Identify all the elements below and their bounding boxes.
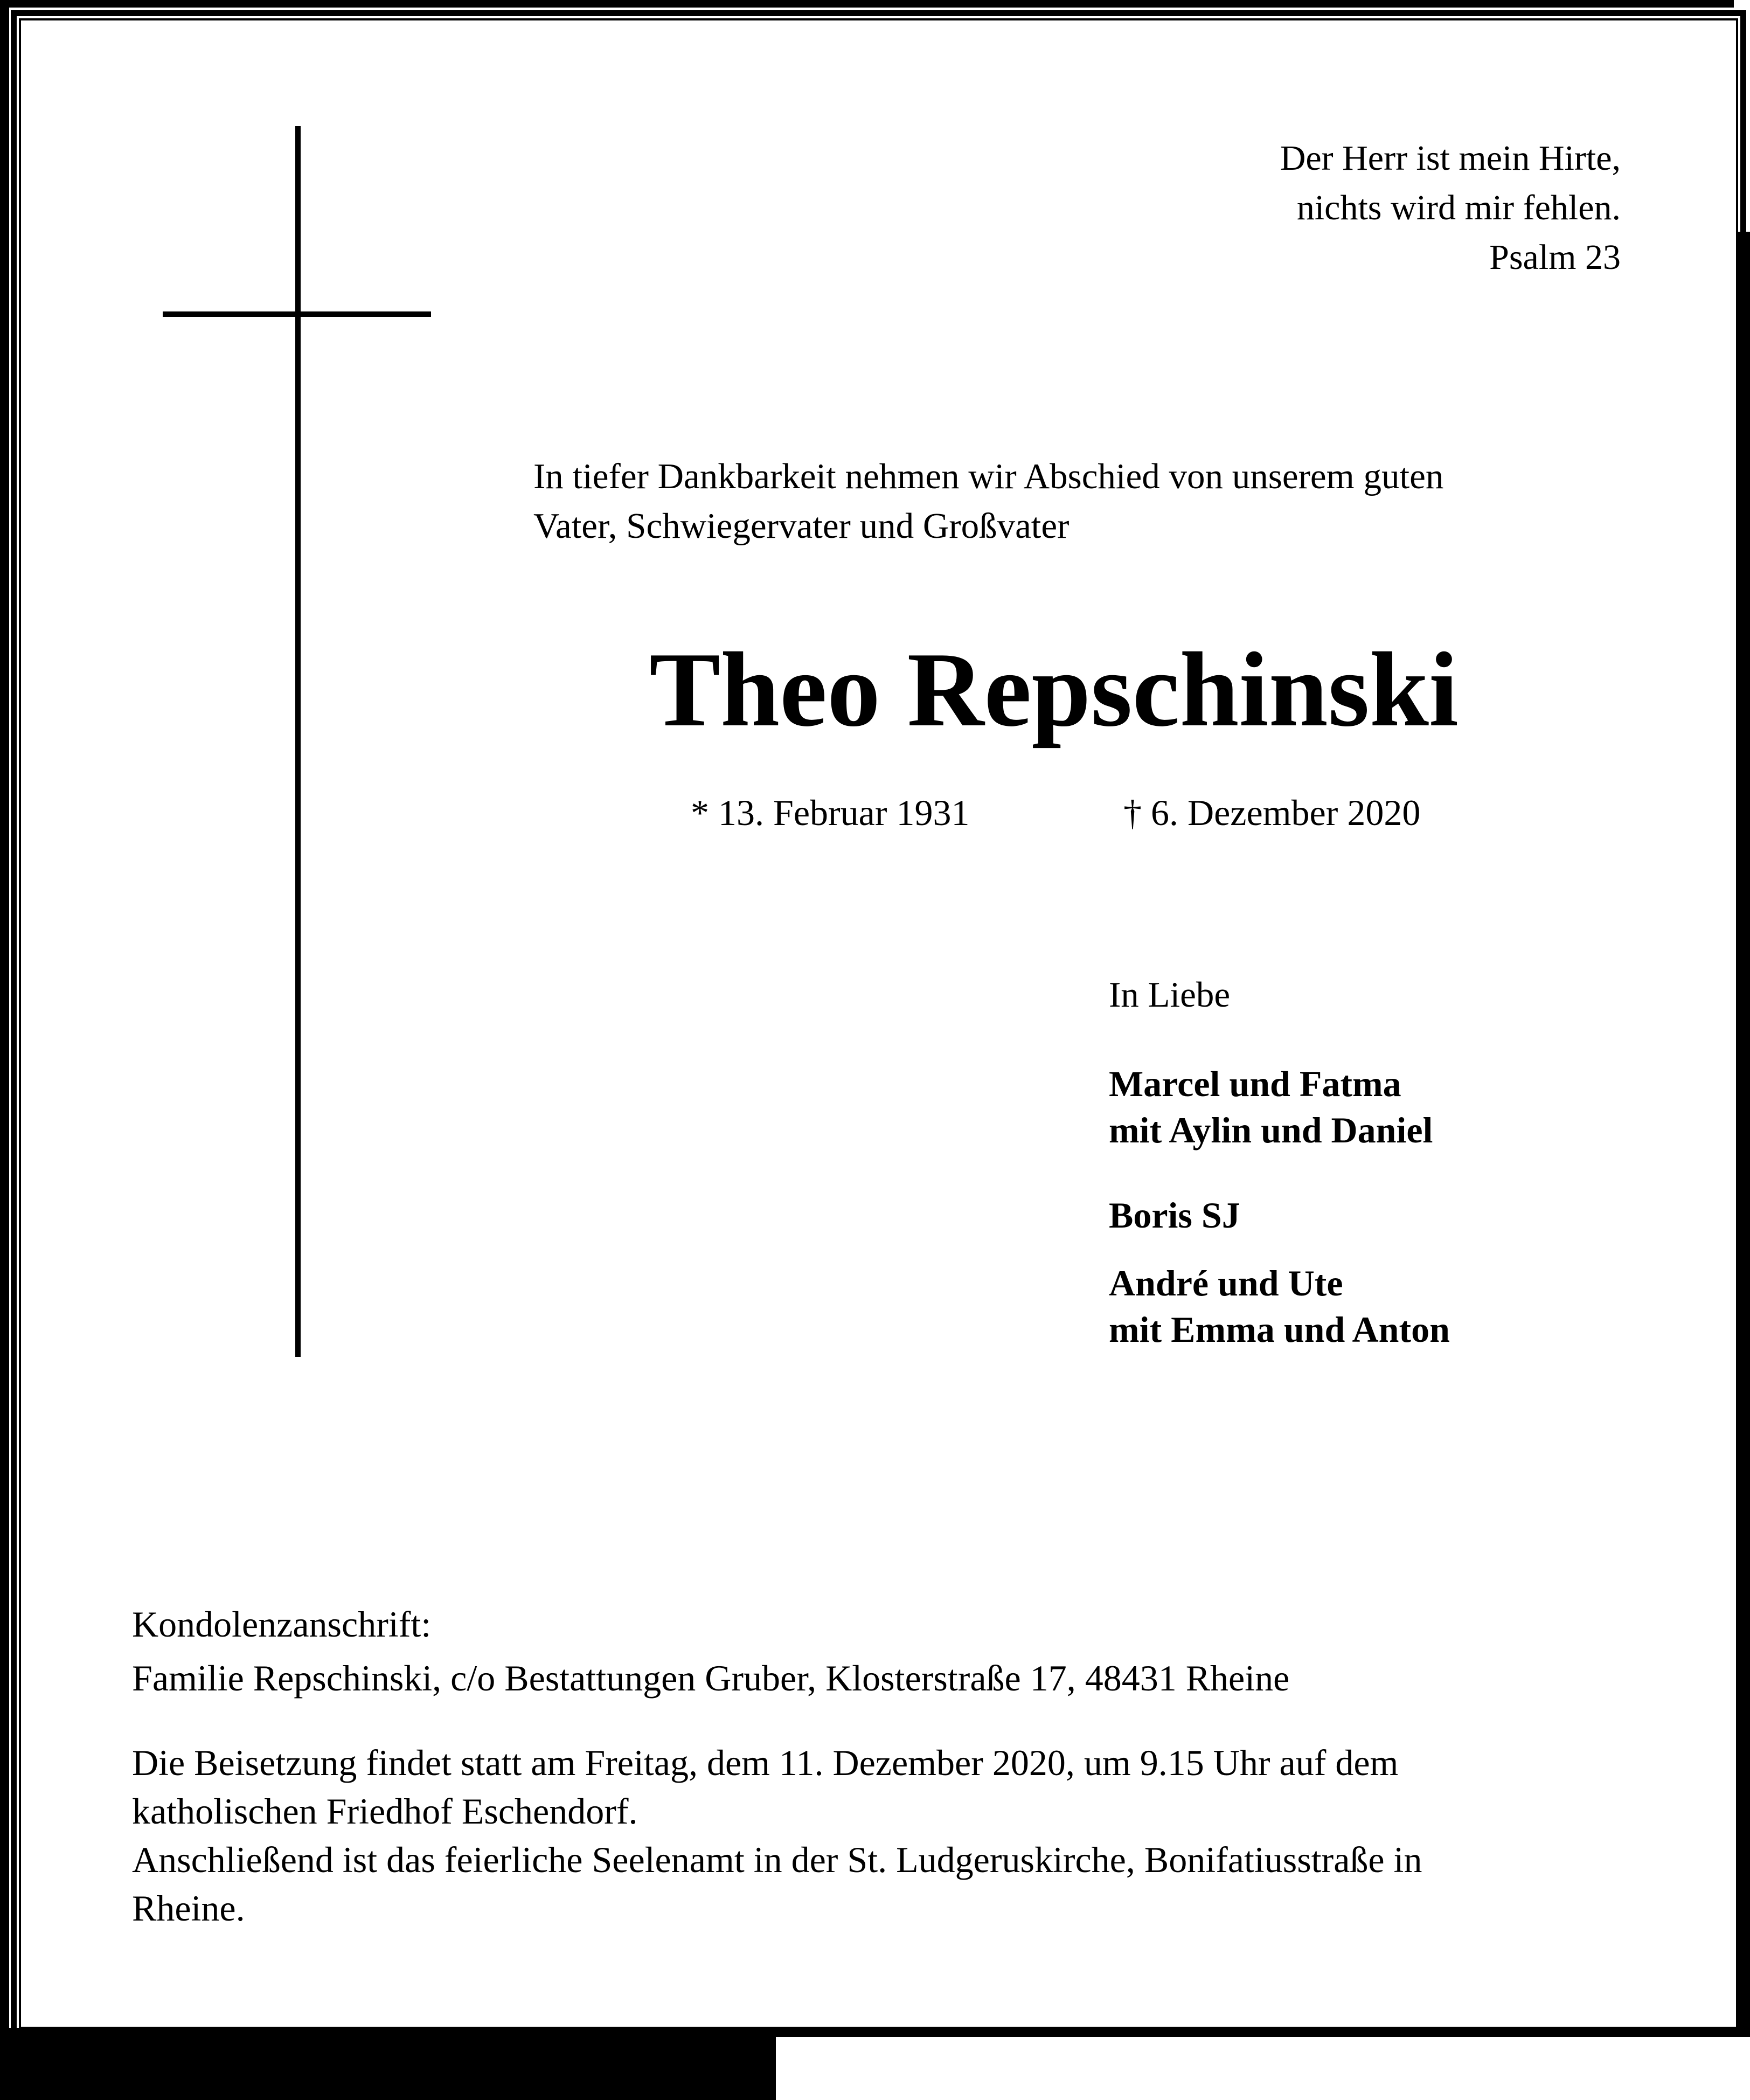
death-date: † 6. Dezember 2020	[1123, 792, 1421, 833]
psalm-quote	[1280, 134, 1621, 282]
funeral-line-3: Anschließend ist das feierliche Seelenamt in der St. Ludgeruskirche, Bonifatiusstraße in	[132, 1839, 1422, 1880]
psalm-line-1: Der Herr ist mein Hirte,	[1280, 138, 1621, 178]
cross-vertical-bar	[295, 126, 301, 1357]
funeral-line-4: Rheine.	[132, 1888, 245, 1929]
mourner-line: mit Aylin und Daniel	[1109, 1110, 1433, 1151]
funeral-details	[132, 1738, 1422, 1932]
bottom-redaction-block	[0, 2028, 776, 2100]
intro-line-2: Vater, Schwiegervater und Großvater	[533, 506, 1070, 546]
mourner-group	[1109, 1260, 1450, 1353]
deceased-name: Theo Repschinski	[649, 630, 1459, 748]
condolence-address: Familie Repschinski, c/o Bestattungen Gruber, Klosterstraße 17, 48431 Rheine	[132, 1658, 1290, 1699]
birth-date: * 13. Februar 1931	[691, 792, 970, 833]
psalm-line-2: nichts wird mir fehlen.	[1296, 188, 1621, 227]
mourner-line: Marcel und Fatma	[1109, 1063, 1401, 1104]
cross-horizontal-bar	[163, 311, 431, 317]
closing-label: In Liebe	[1109, 975, 1231, 1015]
psalm-attribution: Psalm 23	[1489, 238, 1621, 277]
intro-text	[533, 452, 1443, 551]
mourner-line: André und Ute	[1109, 1263, 1343, 1304]
funeral-line-2: katholischen Friedhof Eschendorf.	[132, 1791, 638, 1832]
scan-edge-top	[0, 0, 1734, 8]
mourner-line: mit Emma und Anton	[1109, 1309, 1450, 1350]
obituary-frame-inner	[19, 18, 1738, 2029]
condolence-label: Kondolenzanschrift:	[132, 1604, 432, 1645]
scan-edge-right	[1736, 232, 1750, 2037]
scan-edge-left	[0, 0, 9, 2037]
intro-line-1: In tiefer Dankbarkeit nehmen wir Abschied von unserem guten	[533, 456, 1444, 496]
mourner-line: Boris SJ	[1109, 1195, 1240, 1236]
funeral-line-1: Die Beisetzung findet statt am Freitag, dem 11. Dezember 2020, um 9.15 Uhr auf dem	[132, 1742, 1399, 1783]
mourner-group	[1109, 1061, 1433, 1153]
mourner-group	[1109, 1192, 1240, 1238]
